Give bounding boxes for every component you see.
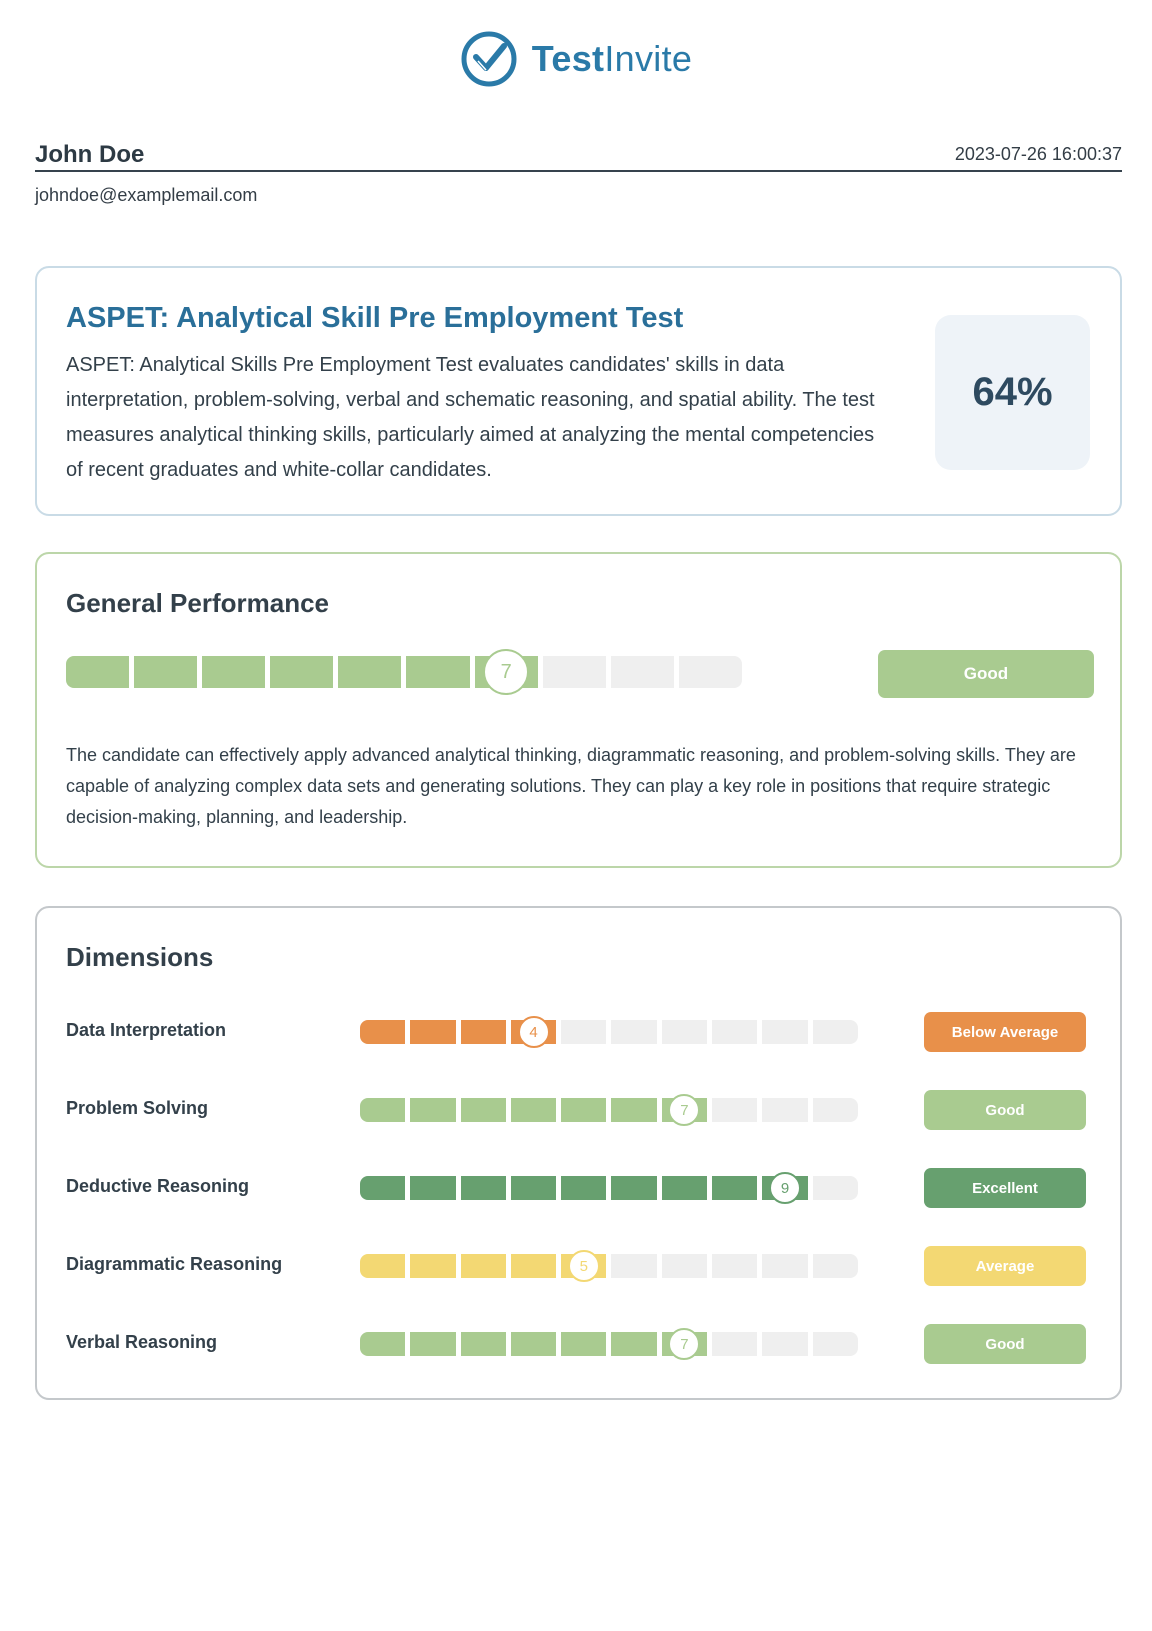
bar-segment-empty	[813, 1020, 858, 1044]
dimension-row	[37, 1088, 1124, 1132]
bar-segment-filled	[561, 1176, 606, 1200]
bar-segment-empty	[712, 1098, 757, 1122]
bar-segment-empty	[679, 656, 742, 688]
dimension-row	[37, 1010, 1124, 1054]
bar-segment-filled	[662, 1176, 707, 1200]
general-score-bar	[66, 656, 742, 688]
score-marker: 7	[483, 649, 529, 695]
bar-segment-filled	[360, 1254, 405, 1278]
bar-segment-filled	[712, 1176, 757, 1200]
dimension-rating-badge: Below Average	[924, 1012, 1086, 1052]
bar-segment-filled	[611, 1332, 656, 1356]
bar-segment-empty	[611, 1254, 656, 1278]
dimensions-title: Dimensions	[66, 942, 214, 972]
general-rating-badge: Good	[878, 650, 1094, 698]
bar-segment-filled	[611, 1098, 656, 1122]
general-performance-title: General Performance	[66, 588, 330, 618]
test-description: ASPET: Analytical Skills Pre Employment Test evaluates candidates' skills in data interpretation, problem-solving, verbal and schematic reasoning, and spatial ability. The test measures analytical thinking skills, particularly aimed at analyzing the mental competencies of recent graduates and white-collar candidates.	[66, 354, 875, 481]
dimension-score-bar	[360, 1254, 858, 1278]
bar-segment-filled	[360, 1332, 405, 1356]
dimension-label: Problem Solving	[66, 1098, 209, 1118]
bar-segment-filled	[270, 656, 333, 688]
dimension-score-bar	[360, 1020, 858, 1044]
bar-segment-empty	[813, 1176, 858, 1200]
bar-segment-empty	[712, 1254, 757, 1278]
score-marker: 7	[668, 1094, 700, 1126]
bar-segment-filled	[410, 1176, 455, 1200]
bar-segment-filled	[410, 1254, 455, 1278]
bar-segment-empty	[813, 1098, 858, 1122]
bar-segment-empty	[813, 1254, 858, 1278]
score-marker: 9	[769, 1172, 801, 1204]
dimension-rating-badge: Average	[924, 1246, 1086, 1286]
bar-segment-filled	[461, 1098, 506, 1122]
bar-segment-empty	[611, 656, 674, 688]
bar-segment-filled	[561, 1332, 606, 1356]
score-marker: 4	[518, 1016, 550, 1048]
general-performance-card	[35, 552, 1122, 868]
candidate-email: johndoe@examplemail.com	[35, 185, 258, 205]
bar-segment-filled	[511, 1098, 556, 1122]
dimension-score-bar	[360, 1332, 858, 1356]
dimension-rating-badge: Good	[924, 1324, 1086, 1364]
bar-segment-filled	[461, 1176, 506, 1200]
bar-segment-empty	[762, 1020, 807, 1044]
check-badge-icon	[460, 30, 518, 88]
bar-segment-empty	[712, 1020, 757, 1044]
bar-segment-empty	[712, 1332, 757, 1356]
dimension-label: Diagrammatic Reasoning	[66, 1254, 283, 1274]
general-performance-description: The candidate can effectively apply advanced analytical thinking, diagrammatic reasoning, and problem-solving skills. They are capable of analyzing complex data sets and generating solutions. They can play a key role in positions that require strategic decision-making, planning, and leadership.	[66, 745, 1076, 827]
bar-segment-empty	[543, 656, 606, 688]
bar-segment-filled	[461, 1332, 506, 1356]
bar-segment-empty	[561, 1020, 606, 1044]
testinvite-logo	[0, 30, 1152, 88]
dimension-rating-badge: Good	[924, 1090, 1086, 1130]
dimension-row	[37, 1322, 1124, 1366]
score-marker: 7	[668, 1328, 700, 1360]
dimensions-card	[35, 906, 1122, 1400]
bar-segment-filled	[338, 656, 401, 688]
brand-name-bold: Test	[531, 38, 605, 79]
test-summary-card	[35, 266, 1122, 516]
bar-segment-empty	[662, 1254, 707, 1278]
bar-segment-filled	[360, 1176, 405, 1200]
score-marker: 5	[568, 1250, 600, 1282]
header-divider	[35, 170, 1122, 172]
bar-segment-filled	[406, 656, 469, 688]
dimension-score-bar	[360, 1098, 858, 1122]
bar-segment-empty	[611, 1020, 656, 1044]
brand-name	[532, 38, 692, 80]
bar-segment-filled	[511, 1332, 556, 1356]
bar-segment-empty	[762, 1254, 807, 1278]
bar-segment-filled	[461, 1020, 506, 1044]
dimension-score-bar	[360, 1176, 858, 1200]
bar-segment-empty	[813, 1332, 858, 1356]
bar-segment-filled	[410, 1332, 455, 1356]
bar-segment-empty	[762, 1332, 807, 1356]
dimension-row	[37, 1166, 1124, 1210]
bar-segment-empty	[662, 1020, 707, 1044]
bar-segment-filled	[611, 1176, 656, 1200]
bar-segment-filled	[511, 1176, 556, 1200]
dimension-rating-badge: Excellent	[924, 1168, 1086, 1208]
bar-segment-empty	[762, 1098, 807, 1122]
bar-segment-filled	[66, 656, 129, 688]
dimension-label: Verbal Reasoning	[66, 1332, 218, 1352]
test-datetime: 2023-07-26 16:00:37	[954, 144, 1122, 164]
bar-segment-filled	[202, 656, 265, 688]
bar-segment-filled	[461, 1254, 506, 1278]
bar-segment-filled	[511, 1254, 556, 1278]
bar-segment-filled	[134, 656, 197, 688]
test-title: ASPET: Analytical Skill Pre Employment Test	[66, 302, 684, 334]
bar-segment-filled	[410, 1098, 455, 1122]
bar-segment-filled	[561, 1098, 606, 1122]
dimension-row	[37, 1244, 1124, 1288]
brand-name-light: Invite	[604, 38, 693, 79]
candidate-name: John Doe	[35, 141, 145, 168]
dimension-label: Data Interpretation	[66, 1020, 227, 1040]
bar-segment-filled	[360, 1098, 405, 1122]
overall-score: 64%	[935, 315, 1090, 470]
bar-segment-filled	[360, 1020, 405, 1044]
dimension-label: Deductive Reasoning	[66, 1176, 250, 1196]
bar-segment-filled	[410, 1020, 455, 1044]
